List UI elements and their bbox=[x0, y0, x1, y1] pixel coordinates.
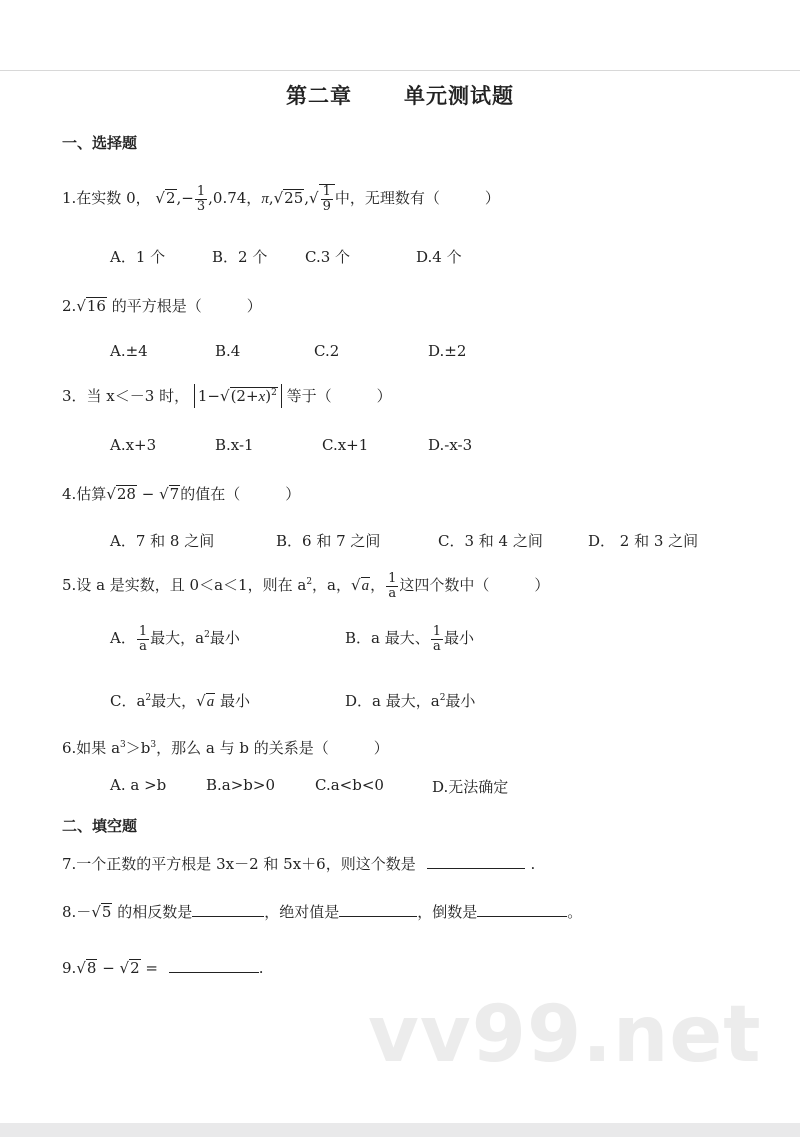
sqrt-25: √25 bbox=[273, 189, 304, 208]
chapter-label: 第二章 bbox=[286, 84, 352, 108]
q1-option-c[interactable]: C.3 个 bbox=[305, 248, 351, 266]
q6-option-c[interactable]: C.a<b<0 bbox=[315, 776, 384, 794]
sqrt-5: √5 bbox=[91, 903, 112, 921]
sqrt-28: √28 bbox=[106, 485, 136, 503]
q2-option-c[interactable]: C.2 bbox=[314, 342, 340, 360]
q2-option-d[interactable]: D.±2 bbox=[428, 342, 467, 360]
sqrt-2: √2 bbox=[155, 189, 176, 208]
q2-option-a[interactable]: A.±4 bbox=[110, 342, 148, 360]
q4-option-b[interactable]: B．6 和 7 之间 bbox=[276, 532, 381, 550]
answer-blank-9[interactable] bbox=[169, 958, 259, 973]
sqrt-a: √a bbox=[351, 576, 370, 595]
q2-option-b[interactable]: B.4 bbox=[215, 342, 241, 360]
q6-option-d[interactable]: D.无法确定 bbox=[432, 778, 509, 796]
q5-option-c[interactable]: C．$a^2$最大，√a 最小 bbox=[110, 692, 251, 710]
q1-option-d[interactable]: D.4 个 bbox=[416, 248, 462, 266]
q3-option-b[interactable]: B.x-1 bbox=[215, 436, 254, 454]
section-fill: 二、填空题 bbox=[62, 817, 138, 835]
sqrt-one-ninth: √ $\frac{1}{9}$ bbox=[309, 189, 335, 207]
q3-option-a[interactable]: A.x+3 bbox=[110, 436, 157, 454]
answer-blank-8-absolute[interactable] bbox=[339, 902, 417, 917]
sqrt-7: √7 bbox=[159, 485, 180, 503]
fraction-one-over-a: $\frac{1}{a}$ bbox=[388, 571, 397, 601]
question-2: 2.√16 的平方根是（ ） bbox=[62, 297, 262, 315]
q4-option-c[interactable]: C．3 和 4 之间 bbox=[438, 532, 543, 550]
page-bottom-margin bbox=[0, 1123, 800, 1137]
q5-option-a[interactable]: A． $\frac{1}{a}$ 最大，$a^2$最小 bbox=[110, 624, 240, 654]
watermark: vv99.net bbox=[368, 990, 762, 1080]
q4-option-a[interactable]: A．7 和 8 之间 bbox=[110, 532, 215, 550]
sqrt-16: √16 bbox=[76, 297, 106, 315]
q3-option-c[interactable]: C.x+1 bbox=[322, 436, 369, 454]
absolute-value-expression: $1-√(2+x)^2$ bbox=[194, 384, 282, 408]
q6-option-a[interactable]: A. a >b bbox=[110, 776, 167, 794]
question-9: 9.√8 − √2 = . bbox=[62, 959, 264, 977]
q1-option-a[interactable]: A．1 个 bbox=[110, 248, 166, 266]
q5-option-d[interactable]: D．a 最大，$a^2$最小 bbox=[345, 692, 476, 710]
question-3: 3．当 x＜－3 时， $1-√(2+x)^2$ 等于（ ） bbox=[62, 384, 392, 408]
q6-option-b[interactable]: B.a>b>0 bbox=[206, 776, 276, 794]
question-4: 4.估算√28 − √7的值在（ ） bbox=[62, 485, 301, 503]
question-5: 5.设 a 是实数，且 0＜a＜1，则在 $a^2$，a，√a， $\frac{1}{a}$ 这四个数中（ ） bbox=[62, 571, 550, 601]
answer-blank-7[interactable] bbox=[427, 854, 525, 869]
answer-blank-8-reciprocal[interactable] bbox=[477, 902, 567, 917]
q3-option-d[interactable]: D.-x-3 bbox=[428, 436, 473, 454]
q1-option-b[interactable]: B．2 个 bbox=[212, 248, 268, 266]
answer-blank-8-opposite[interactable] bbox=[192, 902, 264, 917]
question-6: 6.如果 $a^3>b^3$，那么 a 与 b 的关系是（ ） bbox=[62, 739, 389, 757]
question-1: 1.在实数 0， √2,− $\frac{1}{3}$ ,0.74，π,√25,√ $\frac{1}{9}$ 中，无理数有（ ） bbox=[62, 184, 500, 214]
sqrt-2b: √2 bbox=[119, 959, 140, 977]
q4-option-d[interactable]: D． 2 和 3 之间 bbox=[588, 532, 699, 550]
q5-option-b[interactable]: B．a 最大、 $\frac{1}{a}$ 最小 bbox=[345, 624, 475, 654]
sqrt-8: √8 bbox=[76, 959, 97, 977]
section-choice: 一、选择题 bbox=[62, 134, 138, 152]
question-8: 8.－√5 的相反数是 ，绝对值是 ，倒数是 。 bbox=[62, 903, 583, 921]
page-title bbox=[0, 80, 800, 110]
test-title: 单元测试题 bbox=[404, 84, 514, 108]
fraction-one-third: $\frac{1}{3}$ bbox=[196, 184, 206, 214]
page-top-border bbox=[0, 70, 800, 71]
question-7: 7.一个正数的平方根是 3x－2 和 5x＋6，则这个数是 . bbox=[62, 855, 536, 873]
